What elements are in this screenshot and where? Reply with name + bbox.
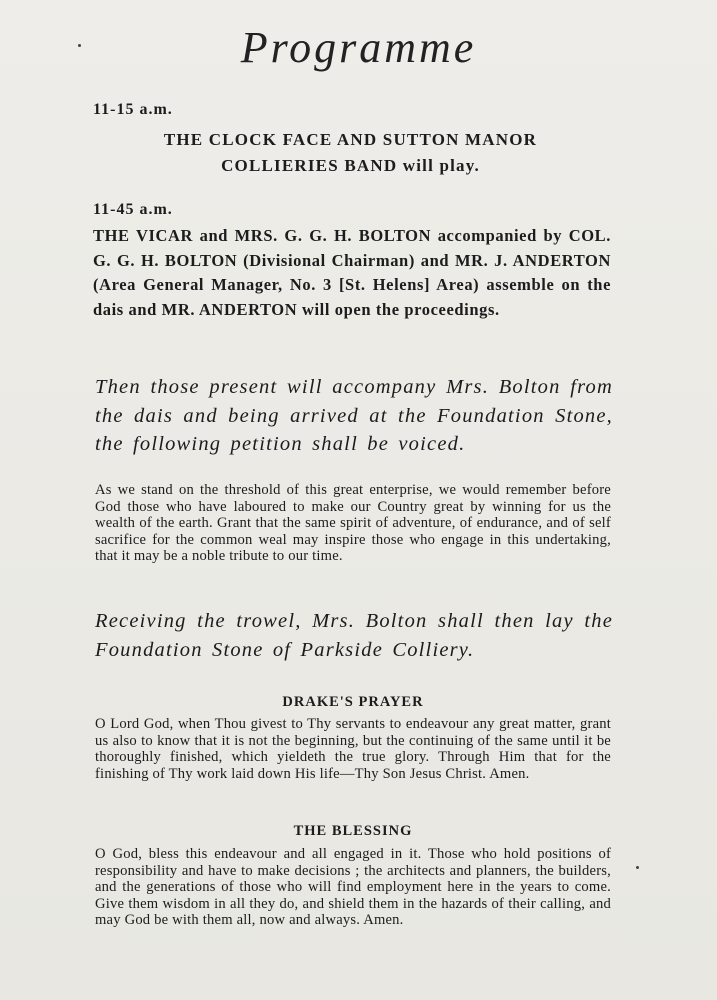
opening-proceedings-text: THE VICAR and MRS. G. G. H. BOLTON accompanied by COL. G. G. H. BOLTON (Divisional Chairman) and MR. J. ANDERTON (Area General Manager, No. 3 [St. Helens] Area) assemble on the dais and MR. ANDERTON will open the proceedings. [93, 226, 611, 319]
petition-text: As we stand on the threshold of this great enterprise, we would remember before God those who have laboured to make our Country great by winning for us the wealth of the earth. Grant that the same spirit of adventure, of endurance, and of self sacrifice for the common weal may inspire those who engage in this undertaking, that it may be a noble tribute to our time. [95, 482, 611, 564]
time-1145: 11-45 a.m. [93, 201, 173, 218]
print-speck [636, 866, 639, 869]
time-1115: 11-15 a.m. [93, 101, 173, 118]
drakes-prayer-text: O Lord God, when Thou givest to Thy servants to endeavour any great matter, grant us also to know that it is not the beginning, but the continuing of the same until it be thoroughly finished, which yieldeth the true glory. Through Him that for the finishing of Thy work laid down His life—Thy Son Jesus Christ. Amen. [95, 716, 611, 782]
trowel-instruction: Receiving the trowel, Mrs. Bolton shall then lay the Foundation Stone of Parkside Colliery. [95, 610, 613, 661]
drakes-prayer-heading: DRAKE'S PRAYER [282, 694, 424, 710]
blessing-text: O God, bless this endeavour and all engaged in it. Those who hold positions of responsibility and have to make decisions ; the architects and planners, the builders, and the generations of those who will find employment here in the years to come. Give them wisdom in all they do, and shield them in the hazards of their calling, and may God be with them all, now and always. Amen. [95, 846, 611, 928]
petition-intro: Then those present will accompany Mrs. Bolton from the dais and being arrived at the Foundation Stone, the following petition shall be voiced. [95, 376, 613, 455]
band-line-2: COLLIERIES BAND will play. [221, 156, 480, 175]
page-title: Programme [240, 23, 477, 72]
band-line-1: THE CLOCK FACE AND SUTTON MANOR [163, 130, 538, 149]
blessing-heading: THE BLESSING [293, 823, 413, 839]
